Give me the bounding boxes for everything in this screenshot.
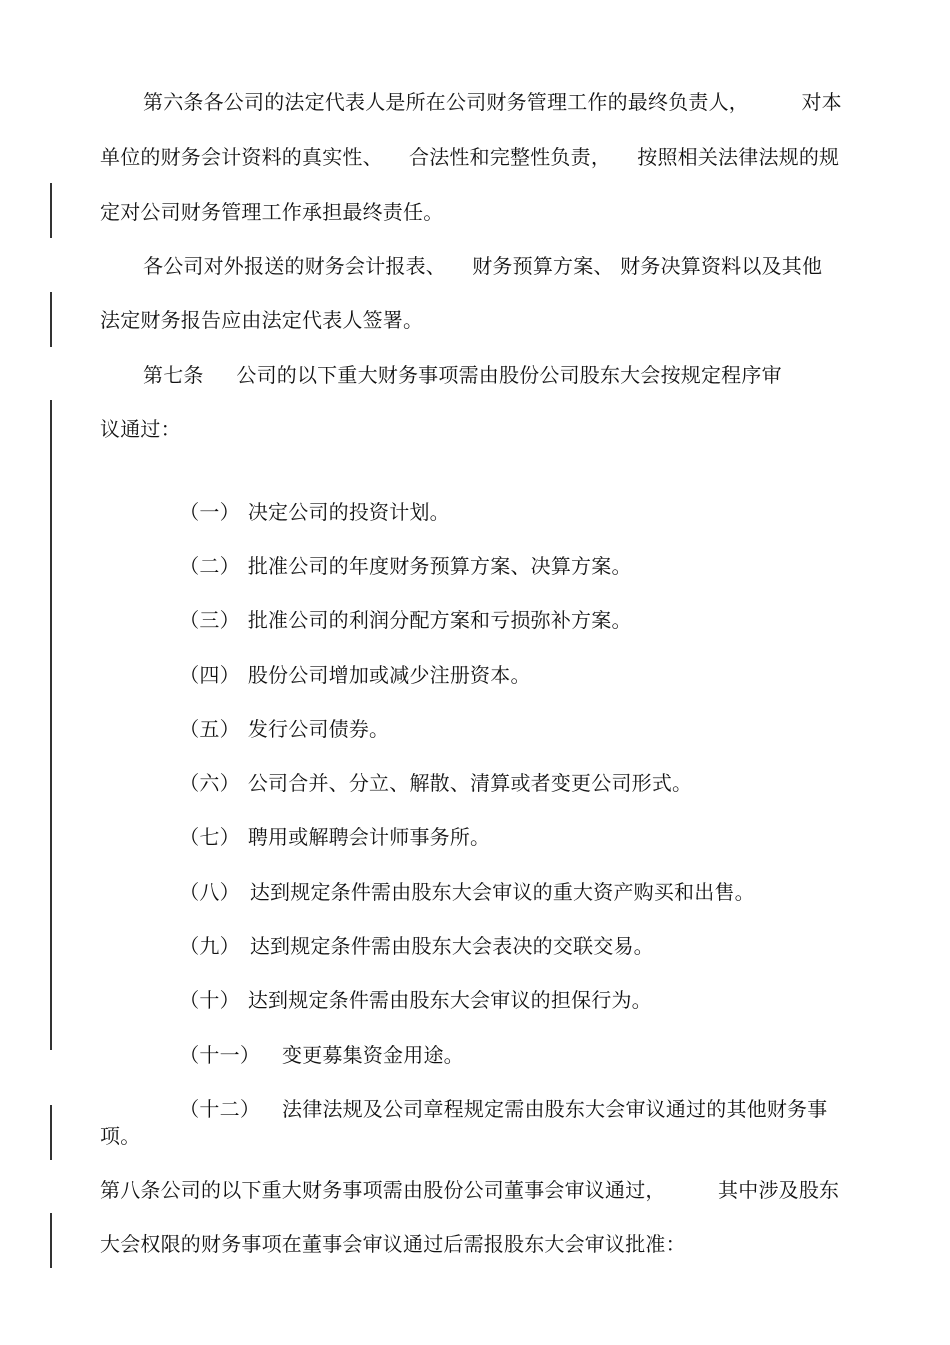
list-item-text: 发行公司债券。	[247, 717, 390, 741]
list-item-label: （七）	[179, 825, 240, 849]
revision-bar	[50, 183, 52, 238]
list-item-text: 股份公司增加或减少注册资本。	[247, 663, 531, 687]
paragraph-line: 法定财务报告应由法定代表人签署。	[100, 308, 424, 332]
list-item-text: 决定公司的投资计划。	[247, 500, 450, 524]
paragraph-line: 项。	[100, 1124, 141, 1148]
list-item-label: （一）	[179, 500, 240, 524]
list-item-label: （十二）	[179, 1097, 261, 1121]
paragraph-line: 单位的财务会计资料的真实性、 合法性和完整性负责， 按照相关法律法规的规	[100, 145, 840, 169]
list-item	[153, 1067, 827, 1151]
list-item-text: 批准公司的利润分配方案和亏损弥补方案。	[247, 608, 632, 632]
paragraph-line: 议通过：	[100, 417, 181, 441]
paragraph-line: 定对公司财务管理工作承担最终责任。	[100, 200, 444, 224]
paragraph-line: 大会权限的财务事项在董事会审议通过后需报股东大会审议批准：	[100, 1232, 686, 1256]
paragraph-line: 第六条各公司的法定代表人是所在公司财务管理工作的最终负责人， 对本	[143, 90, 842, 114]
list-item-text: 变更募集资金用途。	[282, 1043, 464, 1067]
list-item-text: 批准公司的年度财务预算方案、决算方案。	[247, 554, 632, 578]
list-item-label: （九）	[179, 934, 240, 958]
list-item-text: 法律法规及公司章程规定需由股东大会审议通过的其他财务事	[282, 1097, 828, 1121]
list-item-label: （五）	[179, 717, 240, 741]
list-item-label: （八）	[179, 880, 240, 904]
revision-bar	[50, 292, 52, 347]
revision-bar	[50, 400, 52, 1050]
paragraph-line: 第七条 公司的以下重大财务事项需由股份公司股东大会按规定程序审	[143, 363, 782, 387]
list-item-label: （三）	[179, 608, 240, 632]
list-item-text: 聘用或解聘会计师事务所。	[247, 825, 491, 849]
list-item-text: 公司合并、分立、解散、清算或者变更公司形式。	[247, 771, 693, 795]
list-item-label: （十）	[179, 988, 240, 1012]
list-item-text: 达到规定条件需由股东大会表决的交联交易。	[249, 934, 654, 958]
revision-bar	[50, 1105, 52, 1160]
paragraph-line: 各公司对外报送的财务会计报表、 财务预算方案、 财务决算资料以及其他	[143, 254, 823, 278]
list-item-label: （四）	[179, 663, 240, 687]
list-item-text: 达到规定条件需由股东大会审议的担保行为。	[247, 988, 652, 1012]
list-item-label: （十一）	[179, 1043, 261, 1067]
list-item-text: 达到规定条件需由股东大会审议的重大资产购买和出售。	[249, 880, 755, 904]
list-item-label: （六）	[179, 771, 240, 795]
paragraph-line: 第八条公司的以下重大财务事项需由股份公司董事会审议通过， 其中涉及股东	[100, 1178, 840, 1202]
list-item-label: （二）	[179, 554, 240, 578]
revision-bar	[50, 1213, 52, 1268]
